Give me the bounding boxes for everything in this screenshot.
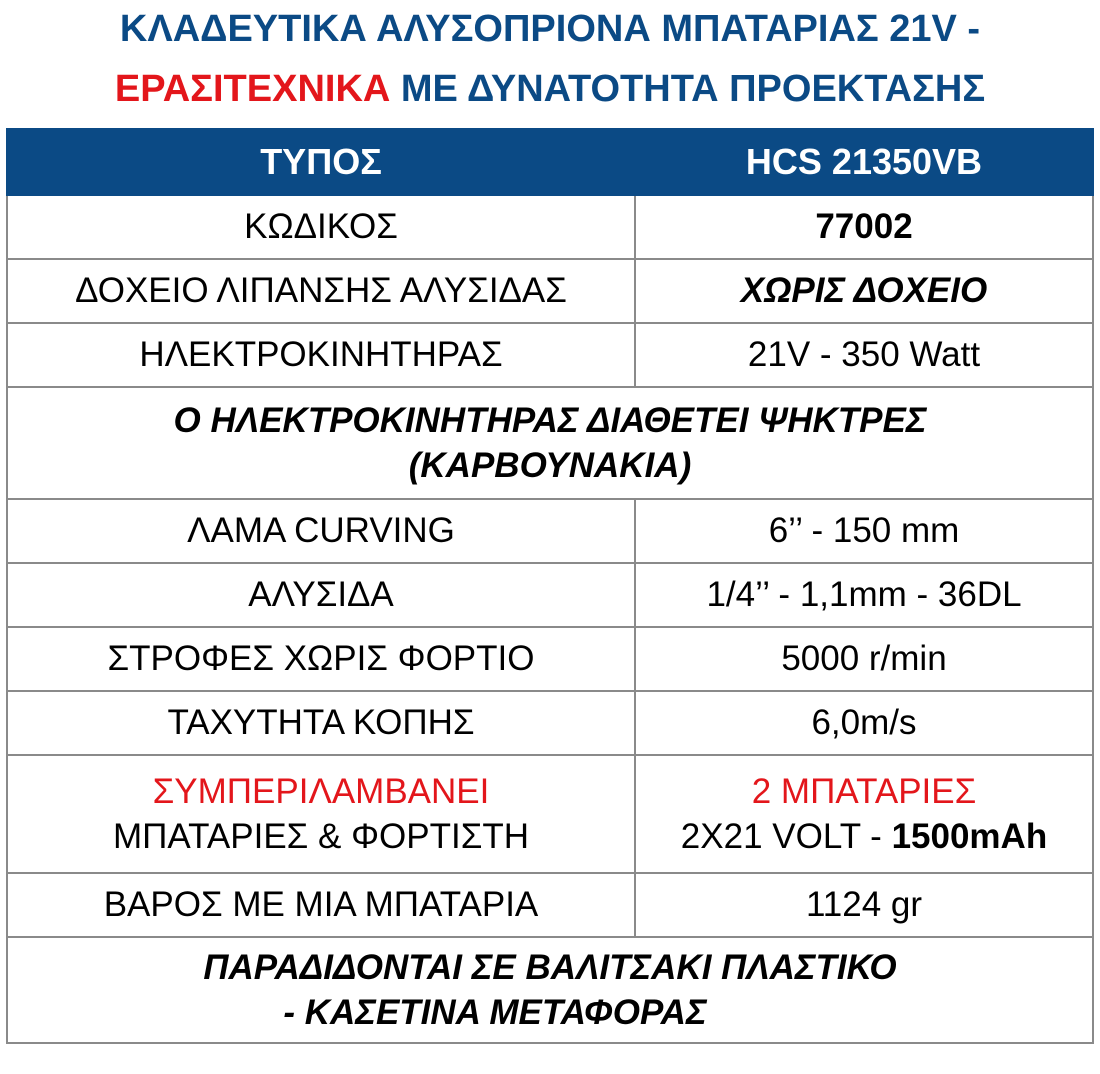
table-row-motor-note	[7, 387, 1093, 499]
weight-label: ΒΑΡΟΣ ΜΕ ΜΙΑ ΜΠΑΤΑΡΙΑ	[7, 873, 635, 937]
table-row-speed	[7, 691, 1093, 755]
speed-value: 6,0m/s	[635, 691, 1093, 755]
included-value-red: 2 ΜΠΑΤΑΡΙΕΣ	[751, 771, 977, 811]
motor-note	[7, 387, 1093, 499]
chain-value: 1/4’’ - 1,1mm - 36DL	[635, 563, 1093, 627]
chain-label: ΑΛΥΣΙΔΑ	[7, 563, 635, 627]
blade-value: 6’’ - 150 mm	[635, 499, 1093, 563]
table-row-blade	[7, 499, 1093, 563]
code-label: ΚΩΔΙΚΟΣ	[7, 195, 635, 259]
table-row-rpm	[7, 627, 1093, 691]
table-row-motor	[7, 323, 1093, 387]
table-row-included	[7, 755, 1093, 873]
motor-label: ΗΛΕΚΤΡΟΚΙΝΗΤΗΡΑΣ	[7, 323, 635, 387]
page-title-rest: ΜΕ ΔΥΝΑΤΟΤΗΤΑ ΠΡΟΕΚΤΑΣΗΣ	[390, 68, 986, 110]
table-row-case-note	[7, 937, 1093, 1043]
rpm-value: 5000 r/min	[635, 627, 1093, 691]
motor-note-line2: (ΚΑΡΒΟΥΝΑΚΙΑ)	[408, 446, 692, 485]
header-label: ΤΥΠΟΣ	[7, 129, 635, 195]
included-value-prefix: 2X21 VOLT -	[680, 817, 892, 856]
motor-value: 21V - 350 Watt	[635, 323, 1093, 387]
speed-label: ΤΑΧΥΤΗΤΑ ΚΟΠΗΣ	[7, 691, 635, 755]
case-note-line1: ΠΑΡΑΔΙΔΟΝΤΑΙ ΣΕ ΒΑΛΙΤΣΑΚΙ ΠΛΑΣΤΙΚΟ	[203, 947, 897, 987]
rpm-label: ΣΤΡΟΦΕΣ ΧΩΡΙΣ ΦΟΡΤΙΟ	[7, 627, 635, 691]
motor-note-line1: Ο ΗΛΕΚΤΡΟΚΙΝΗΤΗΡΑΣ ΔΙΑΘΕΤΕΙ ΨΗΚΤΡΕΣ	[173, 400, 927, 440]
case-note-line2: - ΚΑΣΕΤΙΝΑ ΜΕΤΑΦΟΡΑΣ	[283, 993, 707, 1032]
table-header-row	[7, 129, 1093, 195]
table-row-weight	[7, 873, 1093, 937]
included-label-text: ΜΠΑΤΑΡΙΕΣ & ΦΟΡΤΙΣΤΗ	[112, 817, 530, 856]
spec-table	[6, 128, 1094, 1044]
case-note	[7, 937, 1093, 1043]
page-title-line2	[0, 68, 1100, 111]
table-row-code	[7, 195, 1093, 259]
included-value	[635, 755, 1093, 873]
header-value: HCS 21350VB	[635, 129, 1093, 195]
oil-tank-value: ΧΩΡΙΣ ΔΟΧΕΙΟ	[635, 259, 1093, 323]
oil-tank-label: ΔΟΧΕΙΟ ΛΙΠΑΝΣΗΣ ΑΛΥΣΙΔΑΣ	[7, 259, 635, 323]
included-label-red: ΣΥΜΠΕΡΙΛΑΜΒΑΝΕΙ	[152, 771, 490, 811]
table-row-oil-tank	[7, 259, 1093, 323]
table-row-chain	[7, 563, 1093, 627]
included-value-text	[636, 814, 1092, 860]
code-value: 77002	[635, 195, 1093, 259]
weight-value: 1124 gr	[635, 873, 1093, 937]
blade-label: ΛΑΜΑ CURVING	[7, 499, 635, 563]
page-title-line1: ΚΛΑΔΕΥΤΙΚΑ ΑΛΥΣΟΠΡΙΟΝΑ ΜΠΑΤΑΡΙΑΣ 21V -	[119, 8, 981, 50]
included-label	[7, 755, 635, 873]
included-value-capacity: 1500mAh	[891, 817, 1048, 856]
page-title-highlight: ΕΡΑΣΙΤΕΧΝΙΚΑ	[114, 68, 391, 110]
